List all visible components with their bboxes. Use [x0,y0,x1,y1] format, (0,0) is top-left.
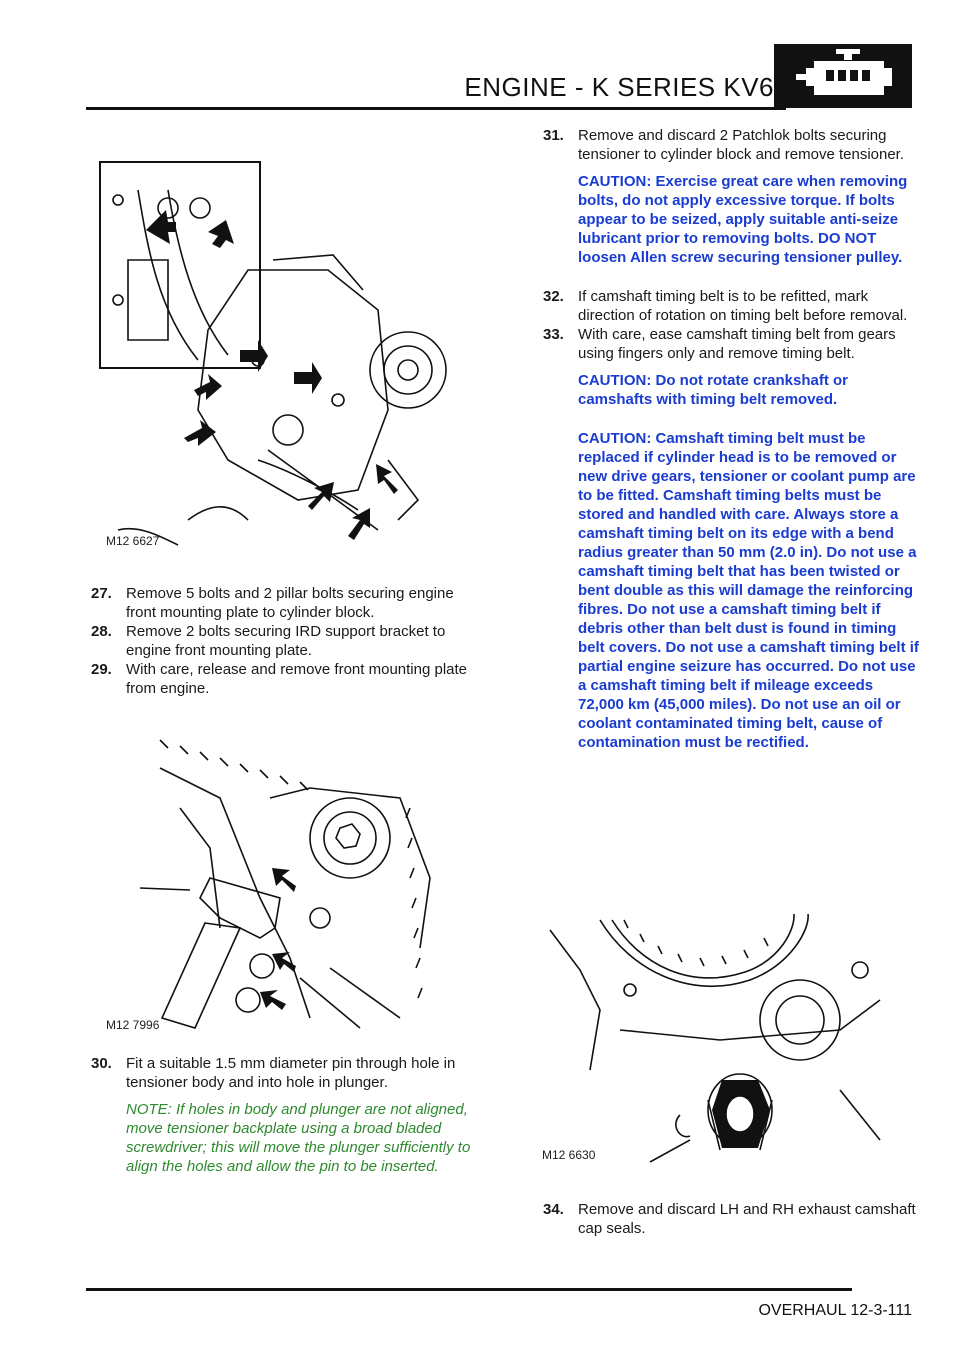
step-29 [68,660,476,698]
figure-m12-6627 [98,160,448,554]
figure-caption: M12 6630 [542,1148,596,1162]
footer-rule [86,1288,852,1291]
figure-m12-7996 [100,728,450,1034]
right-column-steps-31-33 [520,126,920,752]
step-number: 31. [543,127,564,144]
engine-icon [774,44,912,108]
left-column-steps-27-29 [68,584,476,698]
step-number: 28. [91,623,112,640]
step-number: 34. [543,1201,564,1218]
left-column-step-30 [68,1054,476,1176]
step-text: Remove 5 bolts and 2 pillar bolts securing engine front mounting plate to cylinder block. [126,585,454,621]
step-text: Remove 2 bolts securing IRD support bracket to engine front mounting plate. [126,623,446,659]
step-text: Remove and discard 2 Patchlok bolts securing tensioner to cylinder block and remove tensioner. [578,127,905,163]
header-rule [86,107,786,110]
step-text: If camshaft timing belt is to be refitted, mark direction of rotation on timing belt before removal. [578,288,908,324]
step-34 [520,1200,920,1238]
step-number: 29. [91,661,112,678]
camshaft-gears-illustration [540,910,900,1174]
step-text: Remove and discard LH and RH exhaust camshaft cap seals. [578,1201,916,1237]
step-31 [520,126,920,164]
front-mounting-plate-illustration [98,160,448,554]
tensioner-illustration [100,728,450,1034]
page-title: ENGINE - K SERIES KV6 [464,72,774,102]
step-27 [68,584,476,622]
right-column-step-34 [520,1200,920,1238]
step-text: With care, ease camshaft timing belt from gears using fingers only and remove timing belt. [578,326,896,362]
caution-text: CAUTION: Do not rotate crankshaft or camshafts with timing belt removed. [578,372,849,408]
step-30 [68,1054,476,1092]
step-text: With care, release and remove front mounting plate from engine. [126,661,468,697]
step-number: 27. [91,585,112,602]
step-number: 32. [543,288,564,305]
step-33 [520,325,920,363]
step-text: Fit a suitable 1.5 mm diameter pin through hole in tensioner body and into hole in plunger. [126,1055,456,1091]
step-number: 33. [543,326,564,343]
note-text: NOTE: If holes in body and plunger are not aligned, move tensioner backplate using a broad bladed screwdriver; this will move the plunger sufficiently to align the holes and allow the pin to be inserted. [126,1101,471,1175]
figure-m12-6630 [540,910,900,1174]
caution-text: CAUTION: Camshaft timing belt must be replaced if cylinder head is to be removed or new drive gears, tensioner or coolant pump are to be fitted. Camshaft timing belts must be stored and handled with care. Always store a camshaft timing belt on its edge with a bend radius greater than 50 mm (2.0 in). Do not use a camshaft timing belt that has been twisted or bent double as this will damage the reinforcing fibres. Do not use a camshaft timing belt if debris other than belt dust is found in timing belt covers. Do not use a camshaft timing belt if partial engine seizure has occurred. Do not use a camshaft timing belt if mileage exceeds 72,000 km (45,000 miles). Do not use an oil or coolant contaminated timing belt, cause of contamination must be rectified. [578,430,919,751]
figure-caption: M12 7996 [106,1018,160,1032]
figure-caption: M12 6627 [106,534,160,548]
caution-text: CAUTION: Exercise great care when removing bolts, do not apply excessive torque. If bolts appear to be seized, apply suitable anti-seize lubricant prior to removing bolts. DO NOT loosen Allen screw securing tensioner pulley. [578,173,908,266]
step-number: 30. [91,1055,112,1072]
step-32 [520,287,920,325]
page-number: OVERHAUL 12-3-111 [758,1302,912,1319]
step-28 [68,622,476,660]
